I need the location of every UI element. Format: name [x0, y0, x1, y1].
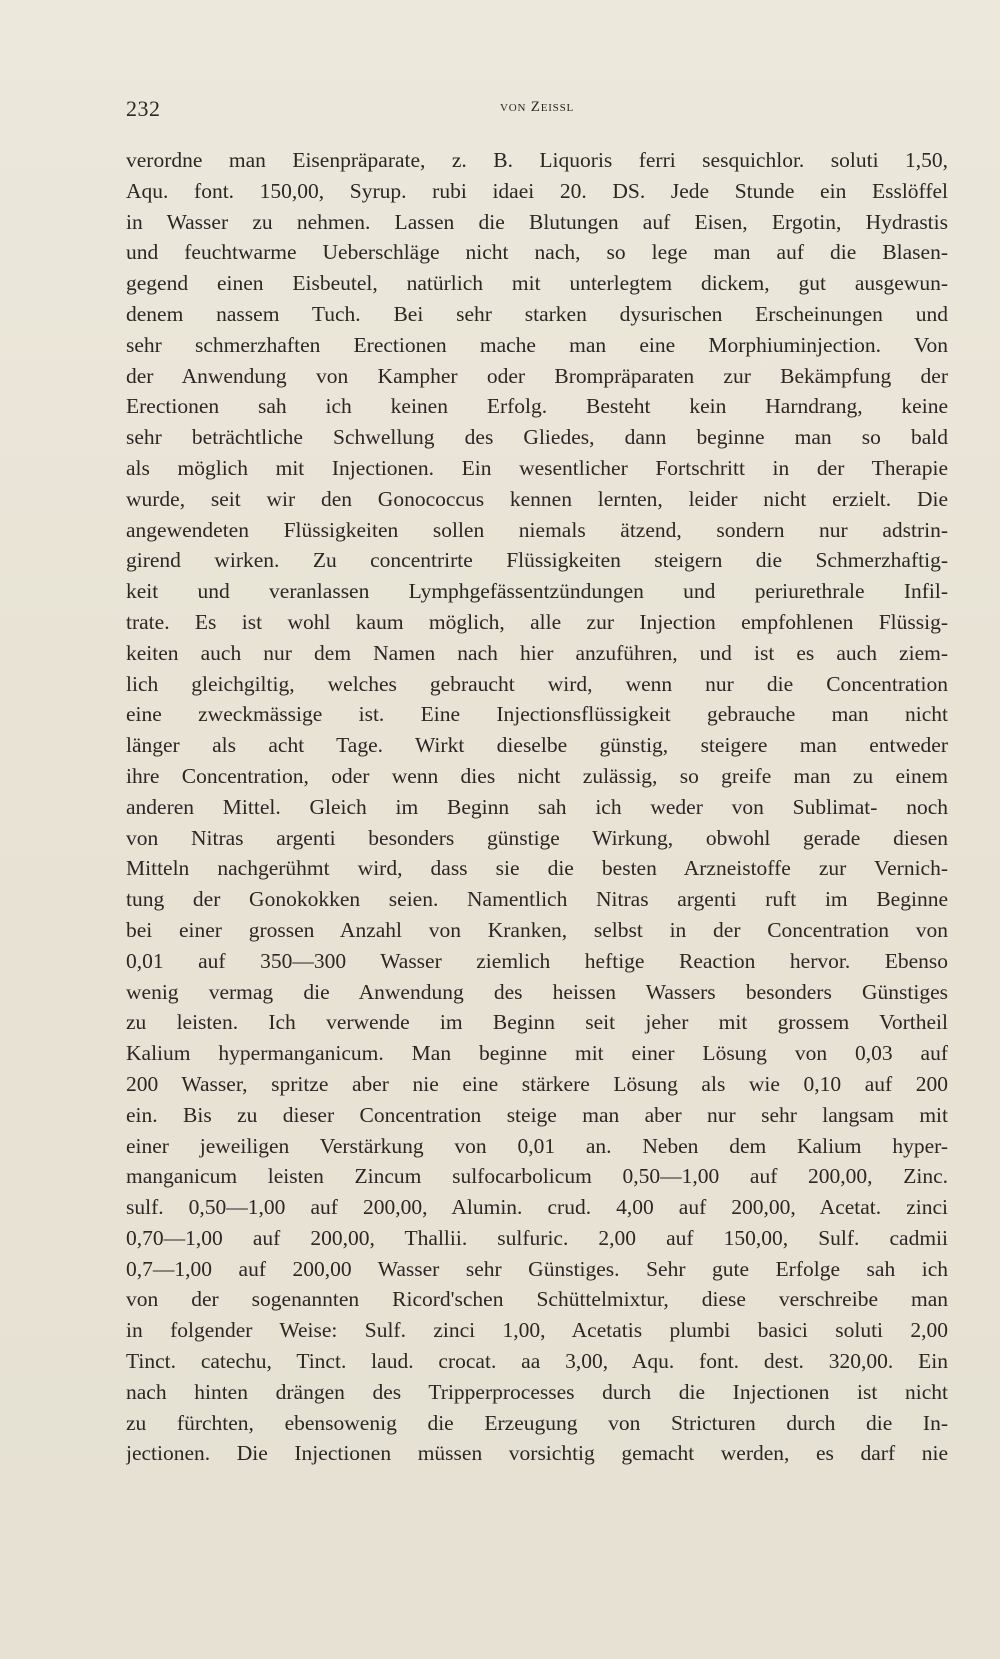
text-line: von Nitras argenti besonders günstige Wirkung, obwohl gerade diesen — [126, 825, 948, 850]
text-line: manganicum leisten Zincum sulfocarbolicum 0,50—1,00 auf 200,00, Zinc. — [126, 1164, 948, 1189]
text-line: 0,7—1,00 auf 200,00 Wasser sehr Günstiges. Sehr gute Erfolge sah ich — [126, 1256, 948, 1281]
text-line: Erectionen sah ich keinen Erfolg. Besteht kein Harndrang, keine — [126, 394, 948, 419]
text-line: zu leisten. Ich verwende im Beginn seit jeher mit grossem Vortheil — [126, 1010, 948, 1035]
text-line: in Wasser zu nehmen. Lassen die Blutungen auf Eisen, Ergotin, Hydrastis — [126, 209, 948, 234]
text-line: eine zweckmässige ist. Eine Injectionsflüssigkeit gebrauche man nicht — [126, 702, 948, 727]
text-line: einer jeweiligen Verstärkung von 0,01 an. Neben dem Kalium hyper- — [126, 1133, 948, 1158]
text-line: trate. Es ist wohl kaum möglich, alle zur Injection empfohlenen Flüssig- — [126, 609, 948, 634]
text-line: sehr beträchtliche Schwellung des Gliedes, dann beginne man so bald — [126, 425, 948, 450]
page-header — [126, 96, 948, 126]
text-line: von der sogenannten Ricord'schen Schüttelmixtur, diese verschreibe man — [126, 1287, 948, 1312]
text-line: wenig vermag die Anwendung des heissen Wassers besonders Günstiges — [126, 979, 948, 1004]
text-line: lich gleichgiltig, welches gebraucht wird, wenn nur die Concentration — [126, 671, 948, 696]
text-line: ihre Concentration, oder wenn dies nicht zulässig, so greife man zu einem — [126, 763, 948, 788]
text-line: wurde, seit wir den Gonococcus kennen lernten, leider nicht erzielt. Die — [126, 486, 948, 511]
text-line: keit und veranlassen Lymphgefässentzündungen und periurethrale Infil- — [126, 579, 948, 604]
text-line: nach hinten drängen des Tripperprocesses durch die Injectionen ist nicht — [126, 1379, 948, 1404]
text-line: Kalium hypermanganicum. Man beginne mit einer Lösung von 0,03 auf — [126, 1041, 948, 1066]
text-line: als möglich mit Injectionen. Ein wesentlicher Fortschritt in der Therapie — [126, 455, 948, 480]
text-line: denem nassem Tuch. Bei sehr starken dysurischen Erscheinungen und — [126, 301, 948, 326]
text-line: 0,01 auf 350—300 Wasser ziemlich heftige Reaction hervor. Ebenso — [126, 948, 948, 973]
text-line: jectionen. Die Injectionen müssen vorsichtig gemacht werden, es darf nie — [126, 1441, 948, 1466]
text-line: gegend einen Eisbeutel, natürlich mit unterlegtem dickem, gut ausgewun- — [126, 271, 948, 296]
text-line: verordne man Eisenpräparate, z. B. Liquoris ferri sesquichlor. soluti 1,50, — [126, 148, 948, 172]
text-line: 0,70—1,00 auf 200,00, Thallii. sulfuric. 2,00 auf 150,00, Sulf. cadmii — [126, 1225, 948, 1250]
text-line: länger als acht Tage. Wirkt dieselbe günstig, steigere man entweder — [126, 733, 948, 758]
text-line: tung der Gonokokken seien. Namentlich Nitras argenti ruft im Beginne — [126, 887, 948, 912]
text-line: sulf. 0,50—1,00 auf 200,00, Alumin. crud. 4,00 auf 200,00, Acetat. zinci — [126, 1195, 948, 1220]
text-line: angewendeten Flüssigkeiten sollen niemals ätzend, sondern nur adstrin- — [126, 517, 948, 542]
text-line: sehr schmerzhaften Erectionen mache man eine Morphiuminjection. Von — [126, 332, 948, 357]
text-line: Tinct. catechu, Tinct. laud. crocat. aa 3,00, Aqu. font. dest. 320,00. Ein — [126, 1349, 948, 1374]
text-line: Mitteln nachgerühmt wird, dass sie die besten Arzneistoffe zur Vernich- — [126, 856, 948, 881]
text-line: zu fürchten, ebensowenig die Erzeugung von Stricturen durch die In- — [126, 1410, 948, 1435]
text-line: in folgender Weise: Sulf. zinci 1,00, Acetatis plumbi basici soluti 2,00 — [126, 1318, 948, 1343]
text-line: der Anwendung von Kampher oder Brompräparaten zur Bekämpfung der — [126, 363, 948, 388]
text-line: girend wirken. Zu concentrirte Flüssigkeiten steigern die Schmerzhaftig- — [126, 548, 948, 573]
body-text — [126, 145, 948, 1469]
text-line: anderen Mittel. Gleich im Beginn sah ich weder von Sublimat- noch — [126, 794, 948, 819]
text-line: keiten auch nur dem Namen nach hier anzuführen, und ist es auch ziem- — [126, 640, 948, 665]
text-line: und feuchtwarme Ueberschläge nicht nach, so lege man auf die Blasen- — [126, 240, 948, 265]
text-line: 200 Wasser, spritze aber nie eine stärkere Lösung als wie 0,10 auf 200 — [126, 1071, 948, 1096]
text-line: Aqu. font. 150,00, Syrup. rubi idaei 20. DS. Jede Stunde ein Esslöffel — [126, 178, 948, 203]
page-number: 232 — [126, 96, 161, 121]
running-head: von Zeissl — [499, 99, 575, 115]
text-line: ein. Bis zu dieser Concentration steige man aber nur sehr langsam mit — [126, 1102, 948, 1127]
text-line: bei einer grossen Anzahl von Kranken, selbst in der Concentration von — [126, 917, 948, 942]
